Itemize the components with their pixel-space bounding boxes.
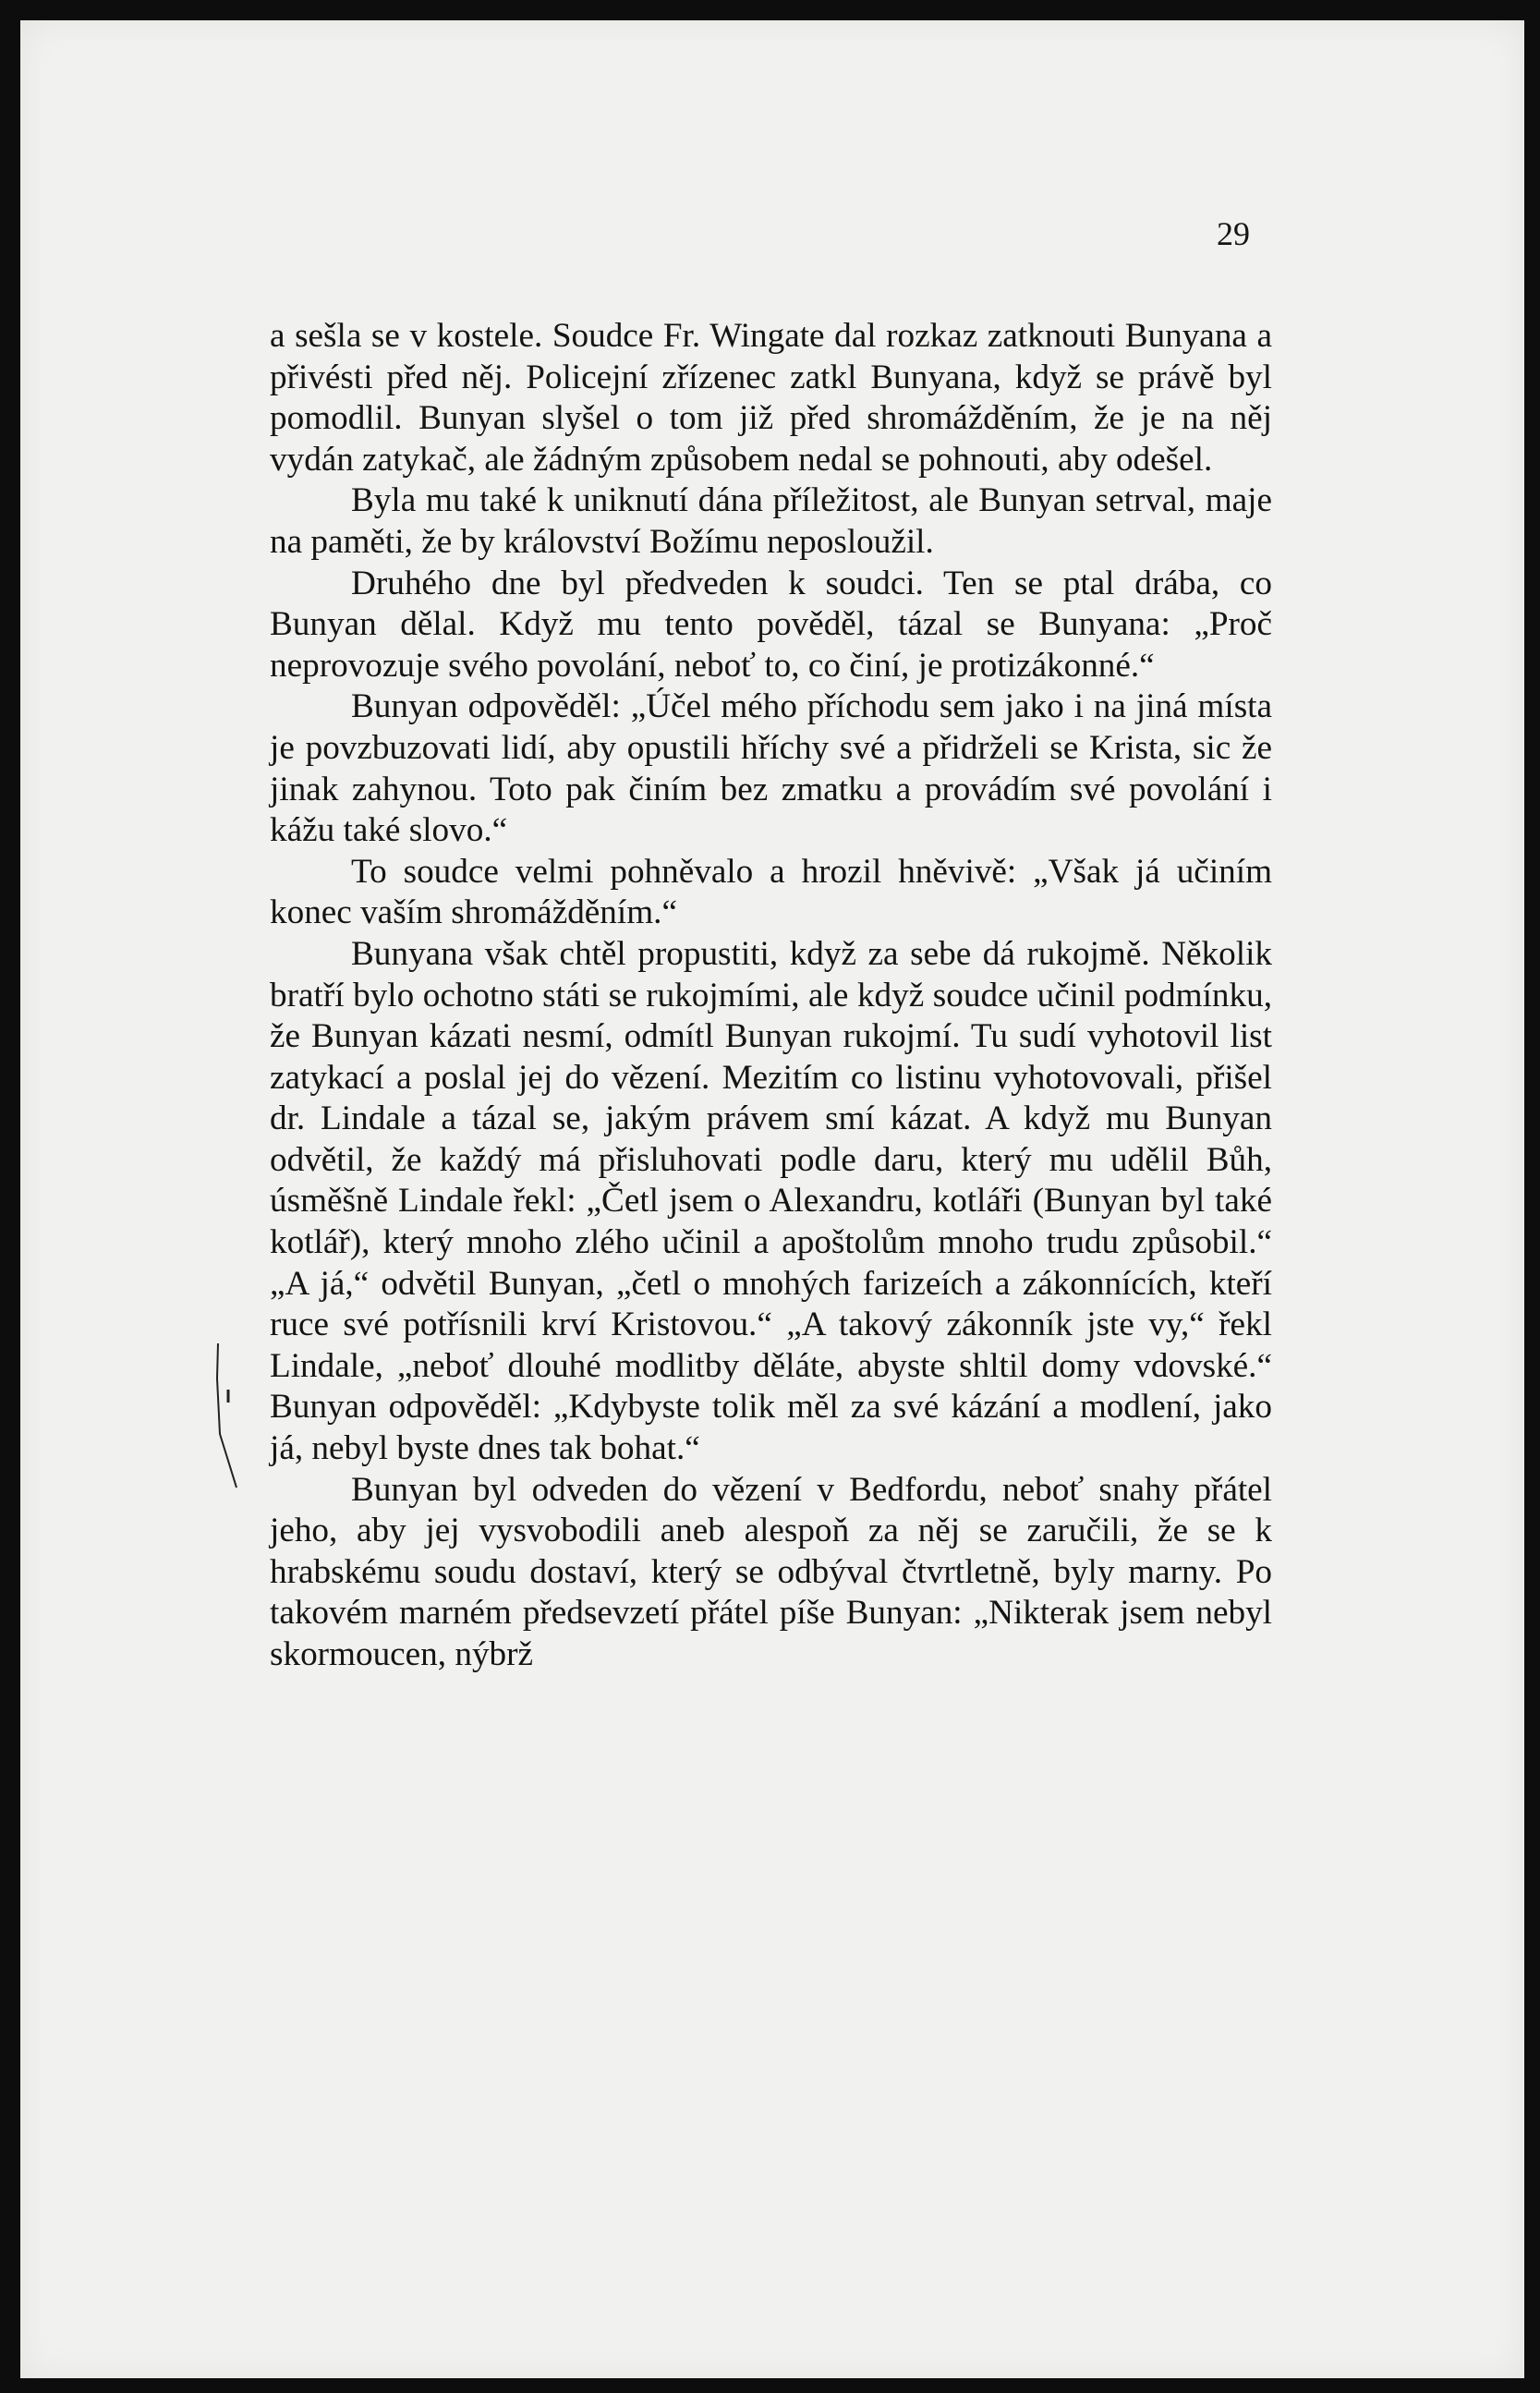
paragraph-5: To soudce velmi pohněvalo a hrozil hněvivě: „Však já učiním konec vaším shromážděním.“ [270,852,1272,932]
paragraph-3: Druhého dne byl předveden k soudci. Ten se ptal drába, co Bunyan dělal. Když mu tento pověděl, tázal se Bunyana: „Proč neprovozuje svého povolání, neboť to, co činí, je protizákonné.“ [270,564,1272,685]
page-number: 29 [1217,215,1250,252]
margin-pencil-mark [214,1342,242,1489]
paragraph-7: Bunyan byl odveden do vězení v Bedfordu, neboť snahy přátel jeho, aby jej vysvobodili aneb alespoň za něj se zaručili, že se k hrabskému soudu dostaví, který se odbýval čtvrtletně, byly marny. Po takovém marném předsevzetí přátel píše Bunyan: „Nikterak jsem nebyl skormoucen, nýbrž [270,1470,1272,1673]
book-page [20,20,1524,2378]
body-text [270,316,1272,1676]
paragraph-1: a sešla se v kostele. Soudce Fr. Wingate dal rozkaz zatknouti Bunyana a přivésti před něj. Policejní zřízenec zatkl Bunyana, když se právě byl pomodlil. Bunyan slyšel o tom již před shromážděním, že je na něj vydán zatykač, ale žádným způsobem nedal se pohnouti, aby odešel. [270,317,1272,479]
paragraph-6: Bunyana však chtěl propustiti, když za sebe dá rukojmě. Několik bratří bylo ochotno státi se rukojmími, ale když soudce učinil podmínku, že Bunyan kázati nesmí, odmítl Bunyan rukojmí. Tu sudí vyhotovil list zatykací a poslal jej do vězení. Mezitím co listinu vyhotovovali, přišel dr. Lindale a tázal se, jakým právem smí kázat. A když mu Bunyan odvětil, že každý má přisluhovati podle daru, který mu udělil Bůh, úsměšně Lindale řekl: „Četl jsem o Alexandru, kotláři (Bunyan byl také kotlář), který mnoho zlého učinil a apoštolům mnoho trudu způsobil.“ „A já,“ odvětil Bunyan, „četl o mnohých farizeích a zákonnících, kteří ruce své potřísnili krví Kristovou.“ „A takový zákonník jste vy,“ řekl Lindale, „neboť dlouhé modlitby děláte, abyste shltil domy vdovské.“ Bunyan odpověděl: „Kdybyste tolik měl za své kázání a modlení, jako já, nebyl byste dnes tak bohat.“ [270,934,1272,1468]
paragraph-2: Byla mu také k uniknutí dána příležitost, ale Bunyan setrval, maje na paměti, že by království Božímu neposloužil. [270,481,1272,561]
paragraph-4: Bunyan odpověděl: „Účel mého příchodu sem jako i na jiná místa je povzbuzovati lidí, aby opustili hříchy své a přidrželi se Krista, sic že jinak zahynou. Toto pak činím bez zmatku a provádím své povolání i kážu také slovo.“ [270,687,1272,850]
